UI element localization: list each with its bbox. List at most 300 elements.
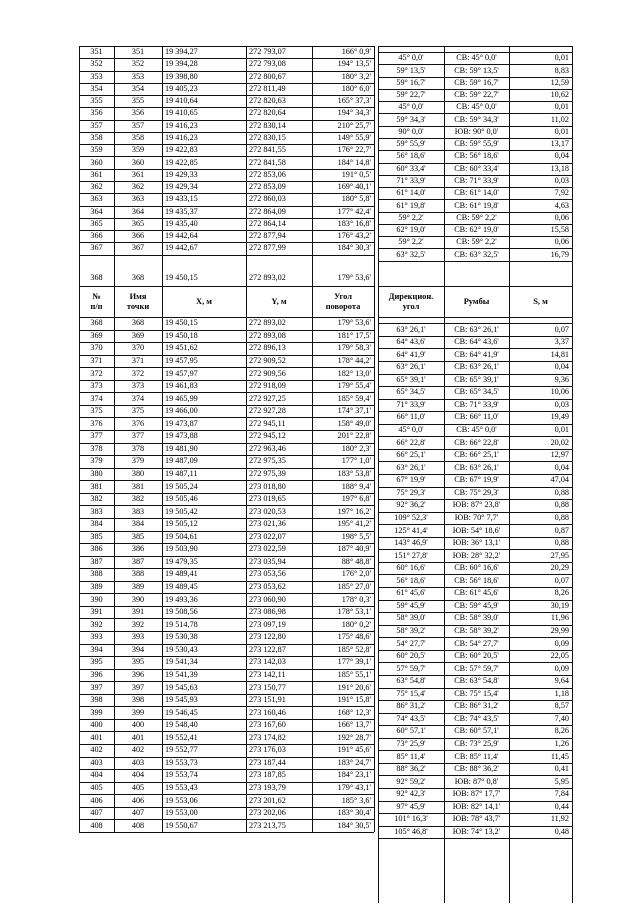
direction-angle: 65° 34,5': [396, 387, 426, 397]
x-coordinate: 19 416,23: [165, 120, 198, 130]
distance: 3,37: [554, 337, 569, 347]
row-number: 397: [90, 682, 103, 692]
point-name: 355: [131, 96, 145, 106]
row-number: 351: [90, 47, 103, 57]
rumb: СВ: 67° 19,9': [454, 475, 499, 485]
turn-angle: 187° 40,9': [337, 544, 371, 554]
distance: 0,41: [554, 764, 569, 774]
row-number: 393: [90, 632, 103, 642]
distance: 11,92: [550, 814, 569, 824]
y-coordinate: 273 022,07: [249, 531, 286, 541]
table-row-rule: [79, 286, 374, 287]
row-number: 354: [90, 83, 103, 93]
rumb: СВ: 56° 18,6': [454, 575, 499, 585]
row-number: 408: [90, 820, 103, 830]
point-name: 407: [131, 808, 145, 818]
row-number: 352: [90, 59, 103, 69]
row-number: 372: [90, 368, 103, 378]
x-coordinate: 19 457,97: [165, 368, 198, 378]
turn-angle: 210° 25,7': [337, 120, 371, 130]
turn-angle: 165° 37,3': [337, 96, 371, 106]
turn-angle: 183° 30,4': [337, 808, 371, 818]
turn-angle: 195° 41,2': [337, 519, 371, 529]
turn-angle: 175° 48,6': [337, 632, 371, 642]
rumb: СВ: 66° 25,1': [454, 450, 499, 460]
x-coordinate: 19 457,95: [165, 355, 198, 365]
turn-angle: 184° 30,5': [337, 820, 371, 830]
rumb: ЮВ: 87° 0,8': [454, 776, 499, 786]
point-name: 353: [131, 71, 145, 81]
x-coordinate: 19 410,64: [165, 96, 198, 106]
direction-angle: 92° 42,3': [396, 789, 426, 799]
row-number: 358: [90, 133, 103, 143]
row-number: 383: [90, 506, 103, 516]
distance: 8,57: [554, 701, 569, 711]
row-number: 367: [90, 243, 103, 253]
rumb: СВ: 74° 43,5': [454, 713, 499, 723]
point-name: 382: [131, 494, 145, 504]
direction-angle: 60° 57,1': [396, 726, 426, 736]
distance: 13,17: [550, 139, 569, 149]
row-number: 370: [90, 343, 103, 353]
x-coordinate: 19 553,06: [165, 795, 198, 805]
row-number: 403: [90, 757, 103, 767]
rumb: СВ: 54° 27,7': [454, 638, 499, 648]
rumb: ЮВ: 36° 13,1': [452, 538, 501, 548]
direction-angle: 86° 31,2': [396, 701, 426, 711]
x-coordinate: 19 433,15: [165, 194, 198, 204]
distance: 0,04: [554, 151, 569, 161]
direction-angle: 61° 45,6': [396, 588, 426, 598]
x-coordinate: 19 473,87: [165, 418, 198, 428]
x-coordinate: 19 503,90: [165, 544, 198, 554]
point-name: 368: [131, 272, 145, 282]
y-coordinate: 272 830,15: [249, 133, 286, 143]
point-name: 408: [131, 820, 145, 830]
row-number: 368: [90, 272, 103, 282]
y-coordinate: 273 053,56: [249, 569, 286, 579]
x-coordinate: 19 552,41: [165, 732, 198, 742]
x-coordinate: 19 461,83: [165, 381, 198, 391]
distance: 20,02: [550, 437, 569, 447]
y-coordinate: 272 945,11: [249, 418, 286, 428]
rumb: СВ: 63° 26,1': [454, 362, 499, 372]
distance: 10,06: [550, 387, 569, 397]
point-name: 366: [131, 231, 145, 241]
point-name: 354: [131, 83, 145, 93]
point-name: 404: [131, 770, 145, 780]
y-coordinate: 273 176,03: [249, 745, 286, 755]
row-number: 360: [90, 157, 103, 167]
rumb: СВ: 66° 11,0': [454, 412, 499, 422]
y-coordinate: 273 019,65: [249, 494, 286, 504]
direction-angle: 101° 16,3': [394, 814, 428, 824]
row-number: 395: [90, 657, 103, 667]
point-name: 376: [131, 418, 145, 428]
x-coordinate: 19 429,34: [165, 182, 198, 192]
distance: 0,44: [554, 801, 569, 811]
y-coordinate: 272 893,02: [249, 272, 286, 282]
rumb: СВ: 71° 33,9': [454, 399, 499, 409]
turn-angle: 184° 14,8': [337, 157, 371, 167]
y-coordinate: 273 187,44: [249, 757, 286, 767]
rumb: СВ: 88° 36,2': [454, 764, 499, 774]
table-column-rule: [378, 46, 379, 903]
turn-angle: 191° 45,6': [337, 745, 371, 755]
distance: 0,09: [554, 663, 569, 673]
turn-angle: 177° 42,4': [337, 206, 371, 216]
row-number: 357: [90, 120, 103, 130]
distance: 0,04: [554, 462, 569, 472]
point-name: 393: [131, 632, 145, 642]
x-coordinate: 19 422,83: [165, 145, 198, 155]
point-name: 403: [131, 757, 145, 767]
turn-angle: 179° 43,1': [337, 783, 371, 792]
distance: 47,04: [550, 475, 569, 485]
point-name: 383: [131, 506, 145, 516]
row-number: 384: [90, 519, 103, 529]
turn-angle: 180° 2,3': [341, 443, 371, 453]
distance: 9,64: [554, 676, 569, 686]
y-coordinate: 272 963,46: [249, 443, 286, 453]
y-coordinate: 272 927,28: [249, 406, 286, 416]
turn-angle: 184° 30,3': [337, 243, 371, 253]
direction-angle: 85° 11,4': [396, 751, 426, 761]
direction-angle: 63° 26,1': [396, 362, 426, 372]
point-name: 351: [131, 47, 145, 57]
point-name: 359: [131, 145, 145, 155]
x-coordinate: 19 548,40: [165, 720, 198, 730]
header-number: № п/п: [90, 291, 103, 311]
direction-angle: 66° 25,1': [396, 450, 426, 460]
row-number: 362: [90, 182, 103, 192]
turn-angle: 191° 0,5': [341, 169, 371, 179]
x-coordinate: 19 530,43: [165, 644, 198, 654]
direction-angle: 125° 41,4': [394, 525, 428, 535]
row-number: 382: [90, 494, 103, 504]
x-coordinate: 19 487,11: [165, 469, 198, 478]
direction-angle: 56° 18,6': [396, 575, 426, 585]
row-number: 353: [90, 71, 103, 81]
rumb: ЮВ: 74° 13,2': [452, 826, 501, 836]
point-name: 386: [131, 544, 145, 554]
point-name: 381: [131, 481, 145, 491]
rumb: СВ: 57° 59,7': [454, 663, 499, 673]
rumb: СВ: 65° 39,1': [454, 374, 499, 384]
distance: 0,88: [554, 487, 569, 497]
table-row-rule: [378, 46, 572, 47]
distance: 7,92: [554, 188, 569, 198]
direction-angle: 97° 45,9': [396, 801, 426, 811]
y-coordinate: 272 877,99: [249, 243, 286, 253]
distance: 27,95: [550, 550, 569, 560]
turn-angle: 166° 13,7': [337, 720, 371, 730]
x-coordinate: 19 435,37: [165, 206, 198, 216]
x-coordinate: 19 508,56: [165, 607, 198, 617]
table-column-rule: [162, 46, 163, 832]
distance: 8,26: [554, 588, 569, 598]
distance: 0,04: [554, 362, 569, 372]
x-coordinate: 19 451,62: [165, 343, 198, 353]
distance: 20,29: [550, 563, 569, 573]
point-name: 390: [131, 594, 145, 604]
y-coordinate: 273 151,91: [249, 695, 286, 705]
y-coordinate: 273 097,19: [249, 619, 286, 629]
x-coordinate: 19 450,18: [165, 330, 198, 340]
direction-angle: 58° 39,0': [396, 613, 426, 623]
direction-angle: 61° 14,0': [396, 188, 426, 198]
row-number: 379: [90, 456, 103, 466]
direction-angle: 64° 43,6': [396, 337, 426, 347]
point-name: 387: [131, 556, 145, 566]
header-point-name: Имя точки: [126, 291, 150, 311]
x-coordinate: 19 442,67: [165, 243, 198, 253]
point-name: 405: [131, 783, 145, 792]
rumb: СВ: 75° 15,4': [454, 688, 499, 698]
direction-angle: 58° 39,2': [396, 626, 426, 635]
turn-angle: 179° 58,3': [337, 343, 371, 353]
distance: 15,58: [550, 225, 569, 235]
direction-angle: 60° 16,6': [396, 563, 426, 573]
direction-angle: 92° 36,2': [396, 500, 426, 510]
direction-angle: 45° 0,0': [398, 53, 424, 63]
point-name: 402: [131, 745, 145, 755]
row-number: 405: [90, 783, 103, 792]
turn-angle: 176° 2,0': [341, 569, 371, 579]
rumb: ЮВ: 82° 14,1': [452, 801, 501, 811]
point-name: 379: [131, 456, 145, 466]
rumb: ЮВ: 87° 23,8': [452, 500, 501, 510]
turn-angle: 177° 39,1': [337, 657, 371, 667]
turn-angle: 197° 6,8': [341, 494, 371, 504]
table-column-rule: [246, 46, 247, 832]
direction-angle: 59° 45,9': [396, 600, 426, 610]
row-number: 407: [90, 808, 103, 818]
direction-angle: 143° 46,9': [394, 538, 428, 548]
x-coordinate: 19 429,33: [165, 169, 198, 179]
row-number: 392: [90, 619, 103, 629]
point-name: 367: [131, 243, 145, 253]
turn-angle: 185° 27,0': [337, 582, 371, 592]
distance: 11,45: [550, 751, 569, 761]
rumb: СВ: 64° 43,6': [454, 337, 499, 347]
direction-angle: 63° 54,8': [396, 676, 426, 686]
direction-angle: 92° 59,2': [396, 776, 426, 786]
y-coordinate: 272 877,94: [249, 231, 286, 241]
direction-angle: 63° 26,1': [396, 324, 426, 334]
row-number: 378: [90, 443, 103, 453]
y-coordinate: 272 841,58: [249, 157, 286, 167]
y-coordinate: 272 864,09: [249, 206, 286, 216]
distance: 7,40: [554, 713, 569, 723]
row-number: 396: [90, 669, 103, 679]
point-name: 356: [131, 108, 145, 118]
rumb: СВ: 59° 2,2': [456, 212, 497, 222]
y-coordinate: 272 918,09: [249, 381, 286, 391]
turn-angle: 185° 52,8': [337, 644, 371, 654]
row-number: 385: [90, 531, 103, 541]
distance: 13,18: [550, 163, 569, 173]
turn-angle: 179° 53,6': [337, 318, 371, 328]
x-coordinate: 19 479,35: [165, 556, 198, 566]
rumb: СВ: 66° 22,8': [454, 437, 499, 447]
direction-angle: 62° 19,0': [396, 225, 426, 235]
distance: 0,07: [554, 324, 569, 334]
direction-angle: 109° 52,3': [394, 512, 428, 522]
rumb: СВ: 75° 29,3': [454, 487, 499, 497]
row-number: 386: [90, 544, 103, 554]
rumb: СВ: 65° 34,5': [454, 387, 499, 397]
direction-angle: 45° 0,0': [398, 102, 424, 112]
direction-angle: 64° 41,9': [396, 349, 426, 359]
x-coordinate: 19 398,80: [165, 71, 198, 81]
turn-angle: 183° 53,8': [337, 469, 371, 478]
rumb: СВ: 85° 11,4': [454, 751, 499, 761]
x-coordinate: 19 553,74: [165, 770, 198, 780]
x-coordinate: 19 505,12: [165, 519, 198, 529]
rumb: ЮВ: 54° 18,6': [452, 525, 501, 535]
distance: 12,59: [550, 77, 569, 87]
table-column-rule: [312, 46, 313, 832]
rumb: ЮВ: 78° 43,7': [452, 814, 501, 824]
distance: 14,81: [550, 349, 569, 359]
y-coordinate: 272 811,49: [249, 83, 286, 93]
y-coordinate: 272 945,12: [249, 431, 286, 441]
direction-angle: 75° 15,4': [396, 688, 426, 698]
direction-angle: 63° 26,1': [396, 462, 426, 472]
header-turn-angle: Угол поворота: [325, 291, 361, 311]
turn-angle: 188° 9,4': [341, 481, 371, 491]
turn-angle: 178° 53,1': [337, 607, 371, 617]
point-name: 384: [131, 519, 145, 529]
rumb: СВ: 59° 34,3': [454, 114, 499, 124]
x-coordinate: 19 545,93: [165, 695, 198, 705]
rumb: СВ: 64° 41,9': [454, 349, 499, 359]
table-row-rule: [378, 261, 572, 262]
x-coordinate: 19 422,85: [165, 157, 198, 167]
row-number: 376: [90, 418, 103, 428]
point-name: 375: [131, 406, 145, 416]
distance: 0,88: [554, 538, 569, 548]
distance: 0,87: [554, 525, 569, 535]
y-coordinate: 272 860,03: [249, 194, 286, 204]
y-coordinate: 273 167,60: [249, 720, 286, 730]
rumb: ЮВ: 87° 17,7': [452, 789, 501, 799]
y-coordinate: 273 086,98: [249, 607, 286, 617]
x-coordinate: 19 442,64: [165, 231, 198, 241]
x-coordinate: 19 550,67: [165, 820, 198, 830]
distance: 0,88: [554, 500, 569, 510]
turn-angle: 183° 24,7': [337, 757, 371, 767]
y-coordinate: 272 793,07: [249, 47, 286, 57]
rumb: СВ: 59° 55,9': [454, 139, 499, 149]
turn-angle: 180° 6,0': [341, 83, 371, 93]
point-name: 358: [131, 133, 145, 143]
distance: 0,07: [554, 575, 569, 585]
rumb: СВ: 59° 13,5': [454, 65, 499, 75]
row-number: 371: [90, 355, 103, 365]
point-name: 352: [131, 59, 145, 69]
point-name: 401: [131, 732, 145, 742]
x-coordinate: 19 505,24: [165, 481, 198, 491]
y-coordinate: 272 820,64: [249, 108, 286, 118]
turn-angle: 179° 55,4': [337, 381, 371, 391]
direction-angle: 59° 55,9': [396, 139, 426, 149]
x-coordinate: 19 541,34: [165, 657, 198, 667]
turn-angle: 201° 22,8': [337, 431, 371, 441]
point-name: 369: [131, 330, 145, 340]
row-number: 377: [90, 431, 103, 441]
direction-angle: 66° 11,0': [396, 412, 426, 422]
distance: 8,83: [554, 65, 569, 75]
x-coordinate: 19 489,41: [165, 569, 198, 579]
header-direction-angle: Дирекцион. угол: [388, 291, 434, 311]
rumb: СВ: 58° 39,0': [454, 613, 499, 623]
turn-angle: 178° 0,3': [341, 594, 371, 604]
x-coordinate: 19 465,99: [165, 393, 198, 403]
x-coordinate: 19 481,90: [165, 443, 198, 453]
y-coordinate: 272 864,14: [249, 218, 286, 228]
row-number: 363: [90, 194, 103, 204]
distance: 0,01: [554, 102, 569, 112]
y-coordinate: 273 053,62: [249, 582, 286, 592]
y-coordinate: 272 909,56: [249, 368, 286, 378]
turn-angle: 191° 15,8': [337, 695, 371, 705]
y-coordinate: 272 841,55: [249, 145, 286, 155]
x-coordinate: 19 450,15: [165, 318, 198, 328]
y-coordinate: 272 927,25: [249, 393, 286, 403]
x-coordinate: 19 504,61: [165, 531, 198, 541]
distance: 22,05: [550, 651, 569, 661]
row-number: 368: [90, 318, 103, 328]
row-number: 387: [90, 556, 103, 566]
point-name: 396: [131, 669, 145, 679]
direction-angle: 57° 59,7': [396, 663, 426, 673]
point-name: 385: [131, 531, 145, 541]
table-row-rule: [378, 838, 572, 839]
rumb: СВ: 45° 0,0': [456, 102, 497, 112]
turn-angle: 180° 0,2': [341, 619, 371, 629]
distance: 30,19: [550, 600, 569, 610]
x-coordinate: 19 493,36: [165, 594, 198, 604]
point-name: 360: [131, 157, 145, 167]
row-number: 401: [90, 732, 103, 742]
y-coordinate: 273 122,87: [249, 644, 286, 654]
rumb: СВ: 73° 25,9': [454, 739, 499, 749]
y-coordinate: 272 909,52: [249, 355, 286, 365]
rumb: СВ: 63° 54,8': [454, 676, 499, 686]
row-number: 381: [90, 481, 103, 491]
distance: 0,01: [554, 53, 569, 63]
turn-angle: 179° 53,6': [337, 272, 371, 282]
distance: 0,03: [554, 175, 569, 185]
direction-angle: 59° 2,2': [398, 237, 424, 247]
point-name: 397: [131, 682, 145, 692]
point-name: 398: [131, 695, 145, 705]
row-number: 365: [90, 218, 103, 228]
point-name: 399: [131, 707, 145, 717]
y-coordinate: 273 035,94: [249, 556, 286, 566]
x-coordinate: 19 405,23: [165, 83, 198, 93]
distance: 11,96: [550, 613, 569, 623]
row-number: 402: [90, 745, 103, 755]
distance: 0,48: [554, 826, 569, 836]
rumb: СВ: 60° 16,6': [454, 563, 499, 573]
point-name: 374: [131, 393, 145, 403]
direction-angle: 63° 32,5': [396, 249, 426, 259]
point-name: 364: [131, 206, 145, 216]
point-name: 363: [131, 194, 145, 204]
